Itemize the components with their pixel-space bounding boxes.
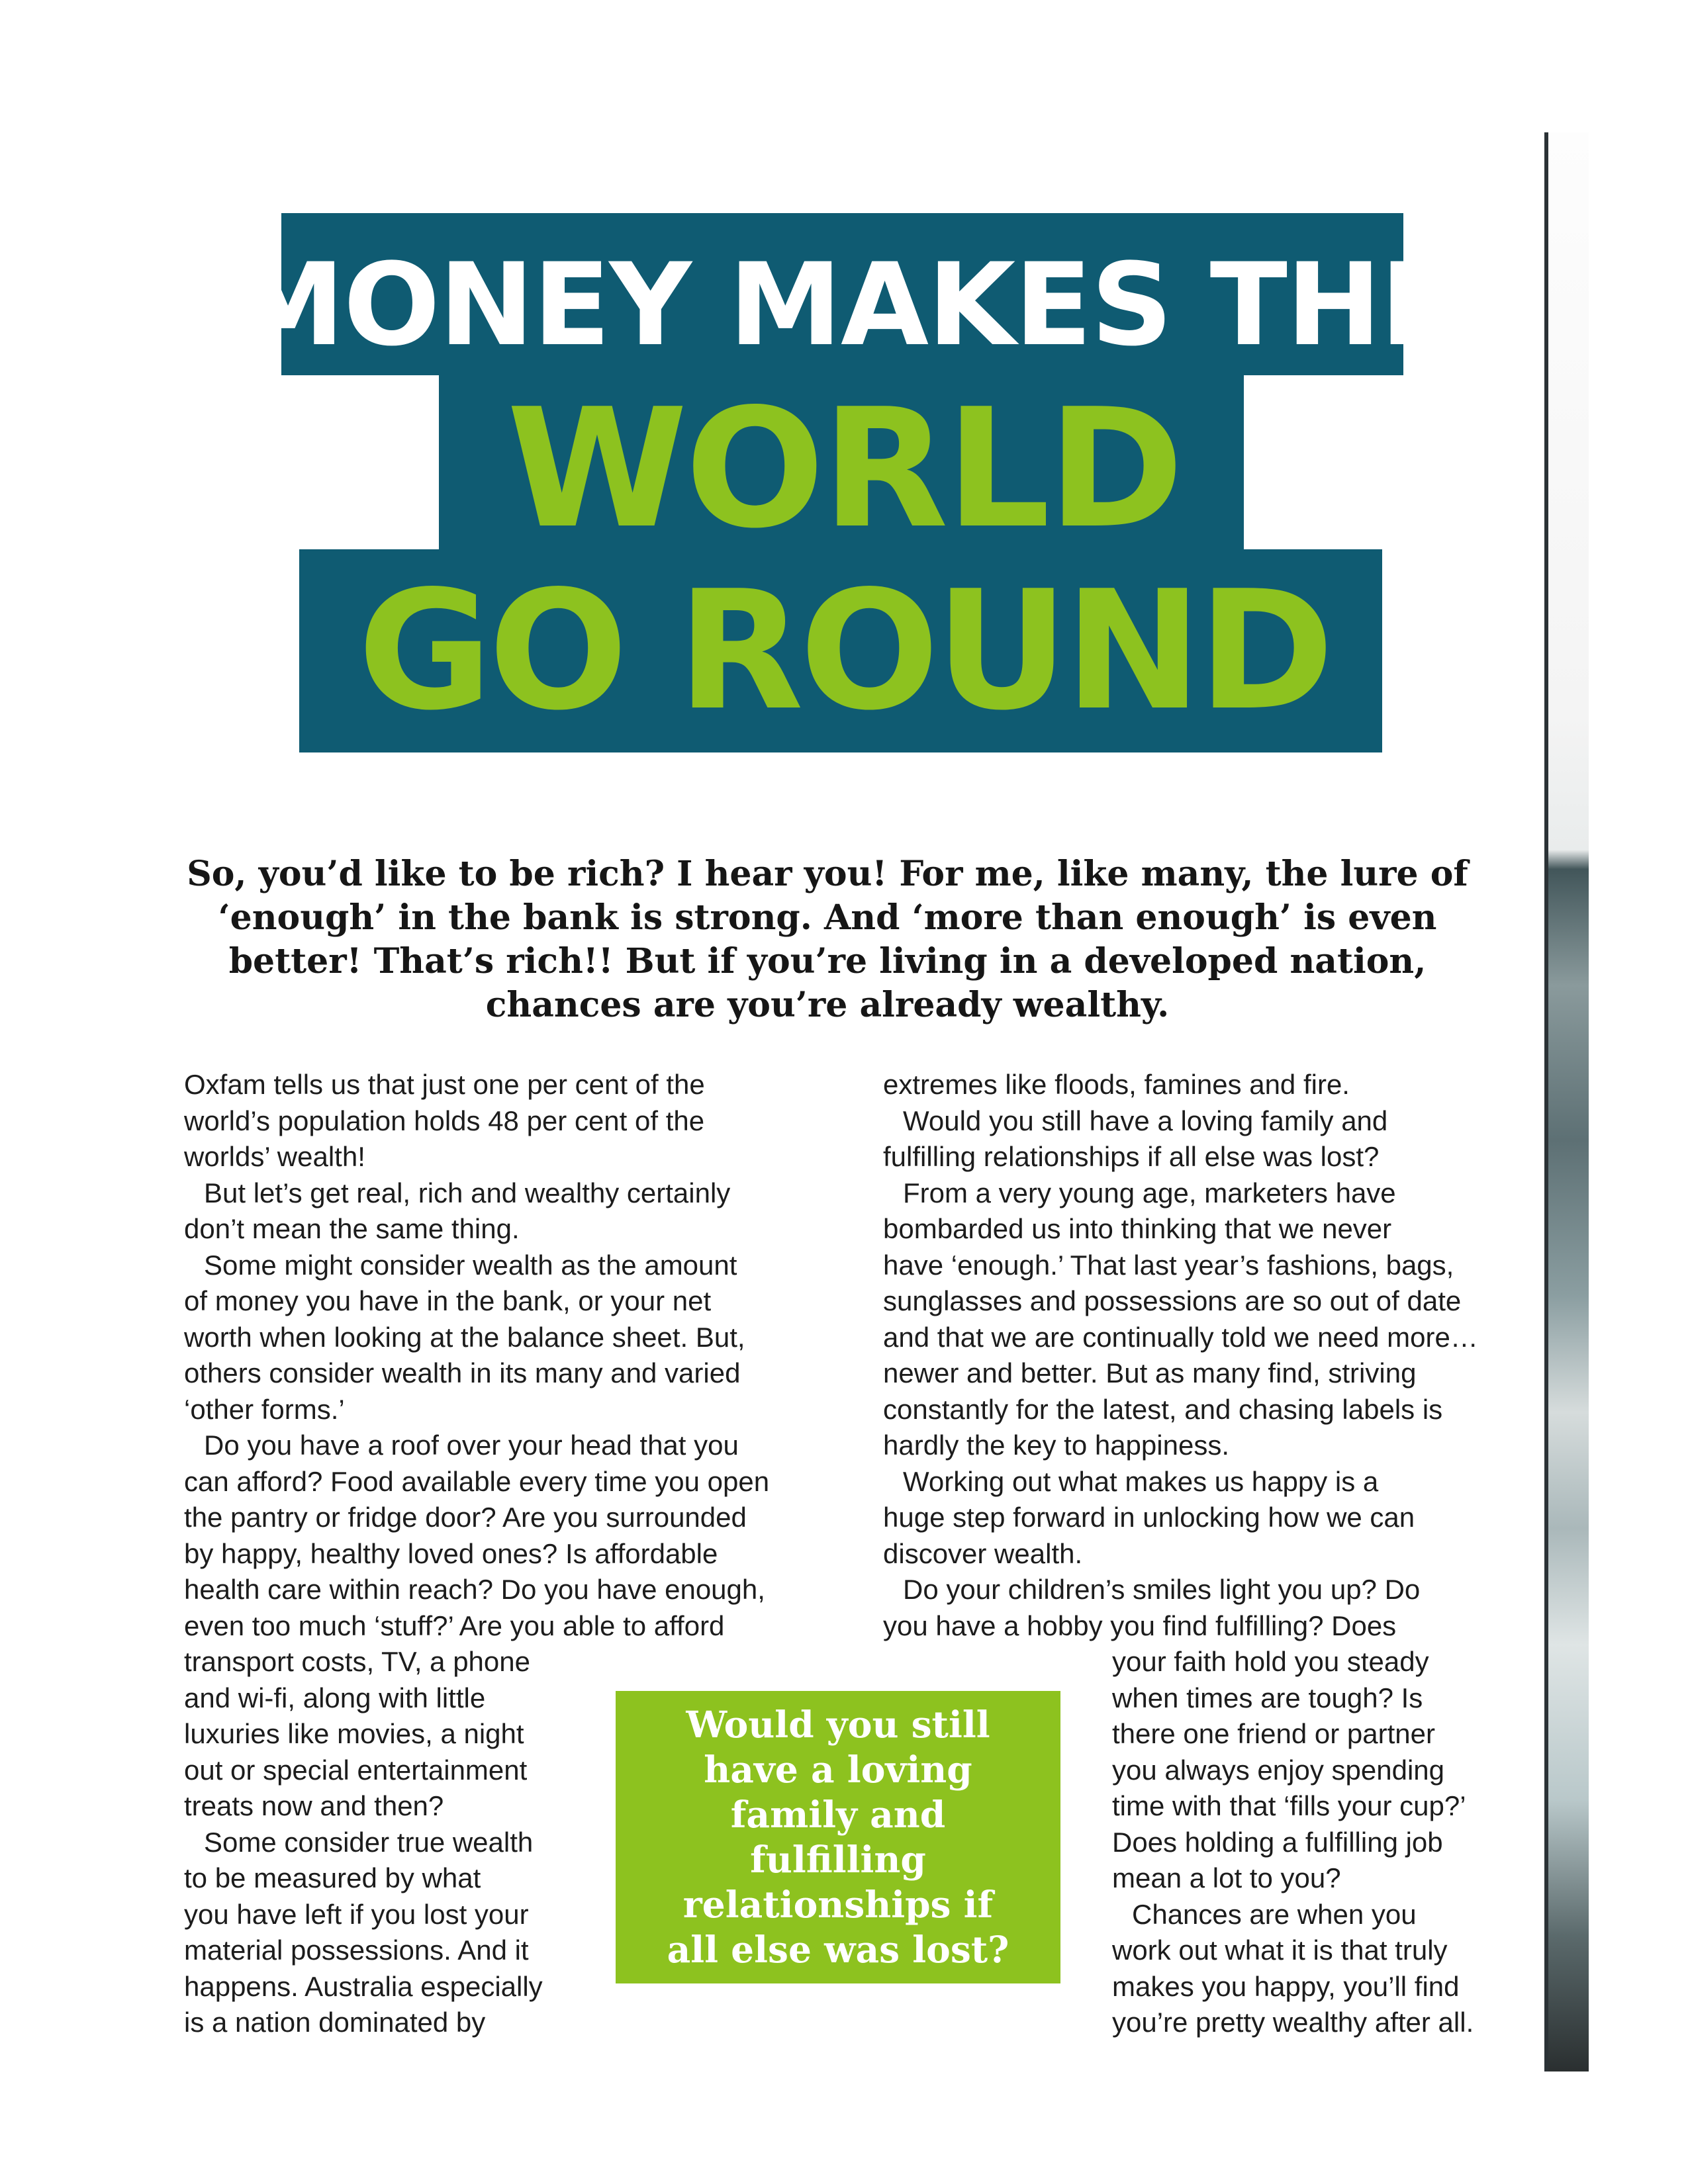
headline-line-3: GO ROUND <box>357 556 1331 747</box>
body-line: Do you have a roof over your head that you <box>204 1430 739 1461</box>
body-line: worth when looking at the balance sheet. But, <box>184 1321 745 1353</box>
body-line: bombarded us into thinking that we never <box>883 1213 1392 1244</box>
body-line: material possessions. And it <box>184 1934 529 1966</box>
body-line: Some consider true wealth <box>204 1826 534 1858</box>
body-line: the pantry or fridge door? Are you surrounded <box>184 1502 747 1533</box>
body-line: ‘other forms.’ <box>184 1393 345 1425</box>
body-line: time with that ‘fills your cup?’ <box>1112 1790 1466 1821</box>
intro-standfirst: So, you’d like to be rich? I hear you! For me, like many, the lure of ‘enough’ in the bank is strong. And ‘more than enough’ is even better! That’s rich!! But if you’re living in a developed nation, chances are you’re already wealthy. <box>187 854 1468 1025</box>
body-line: Does holding a fulfilling job <box>1112 1826 1443 1858</box>
body-line: you always enjoy spending <box>1112 1754 1444 1786</box>
body-line: newer and better. But as many find, striving <box>883 1357 1417 1388</box>
body-line: even too much ‘stuff?’ Are you able to afford <box>184 1610 725 1641</box>
body-line: Oxfam tells us that just one per cent of the <box>184 1069 705 1100</box>
body-line: when times are tough? Is <box>1112 1682 1423 1713</box>
body-line: Working out what makes us happy is a <box>903 1465 1379 1497</box>
body-column-right-bottom <box>1112 1644 1474 2041</box>
body-line: you’re pretty wealthy after all. <box>1112 2007 1474 2038</box>
body-line: huge step forward in unlocking how we can <box>883 1502 1415 1533</box>
body-line: your faith hold you steady <box>1112 1646 1429 1677</box>
body-line: hardly the key to happiness. <box>883 1430 1229 1461</box>
body-line: can afford? Food available every time you open <box>184 1465 770 1497</box>
body-line: health care within reach? Do you have enough, <box>184 1574 765 1605</box>
body-line: Some might consider wealth as the amount <box>204 1249 737 1281</box>
body-line: and wi-fi, along with little <box>184 1682 486 1713</box>
pull-quote-line: fulfilling <box>750 1838 926 1881</box>
body-line: you have left if you lost your <box>184 1898 529 1930</box>
body-column-right-top <box>883 1067 1478 1644</box>
pull-quote-line: relationships if <box>682 1883 994 1926</box>
body-line: fulfilling relationships if all else was lost? <box>883 1141 1380 1172</box>
body-line: world’s population holds 48 per cent of the <box>184 1105 705 1136</box>
headline-line-2: WORLD <box>506 374 1182 565</box>
body-line: there one friend or partner <box>1112 1718 1435 1749</box>
body-line: don’t mean the same thing. <box>184 1213 520 1244</box>
body-line: From a very young age, marketers have <box>903 1177 1396 1208</box>
body-line: and that we are continually told we need more… <box>883 1321 1478 1353</box>
body-line: sunglasses and possessions are so out of date <box>883 1285 1462 1316</box>
body-line: of money you have in the bank, or your net <box>184 1285 712 1316</box>
body-line: out or special entertainment <box>184 1754 528 1786</box>
body-line: extremes like floods, famines and fire. <box>883 1069 1350 1100</box>
body-line: happens. Australia especially <box>184 1970 543 2002</box>
body-line: by happy, healthy loved ones? Is affordable <box>184 1537 718 1569</box>
pull-quote-line: have a loving <box>704 1748 972 1791</box>
pull-quote-text <box>667 1702 1009 1972</box>
pull-quote-line: all else was lost? <box>667 1928 1009 1971</box>
body-line: Chances are when you <box>1132 1898 1417 1930</box>
body-line: Would you still have a loving family and <box>903 1105 1388 1136</box>
pull-quote-box <box>616 1691 1060 1983</box>
body-line: discover wealth. <box>883 1537 1083 1569</box>
body-line: you have a hobby you find fulfilling? Does <box>883 1610 1397 1641</box>
body-line: constantly for the latest, and chasing labels is <box>883 1393 1443 1425</box>
body-line: transport costs, TV, a phone <box>184 1646 530 1677</box>
body-line: luxuries like movies, a night <box>184 1718 524 1749</box>
body-line: mean a lot to you? <box>1112 1862 1341 1893</box>
body-line: But let’s get real, rich and wealthy certainly <box>204 1177 731 1208</box>
headline-line-1: MONEY MAKES THE <box>231 238 1457 371</box>
body-line: to be measured by what <box>184 1862 481 1893</box>
pull-quote-line: family and <box>730 1793 946 1836</box>
body-line: work out what it is that truly <box>1112 1934 1448 1966</box>
body-line: treats now and then? <box>184 1790 444 1821</box>
body-line: worlds’ wealth! <box>184 1141 365 1172</box>
pull-quote-line: Would you still <box>686 1703 990 1746</box>
body-line: have ‘enough.’ That last year’s fashions, bags, <box>883 1249 1454 1281</box>
body-line: is a nation dominated by <box>184 2007 486 2038</box>
body-line: makes you happy, you’ll find <box>1112 1970 1460 2002</box>
body-line: Do your children’s smiles light you up? Do <box>903 1574 1421 1605</box>
body-line: others consider wealth in its many and varied <box>184 1357 741 1388</box>
